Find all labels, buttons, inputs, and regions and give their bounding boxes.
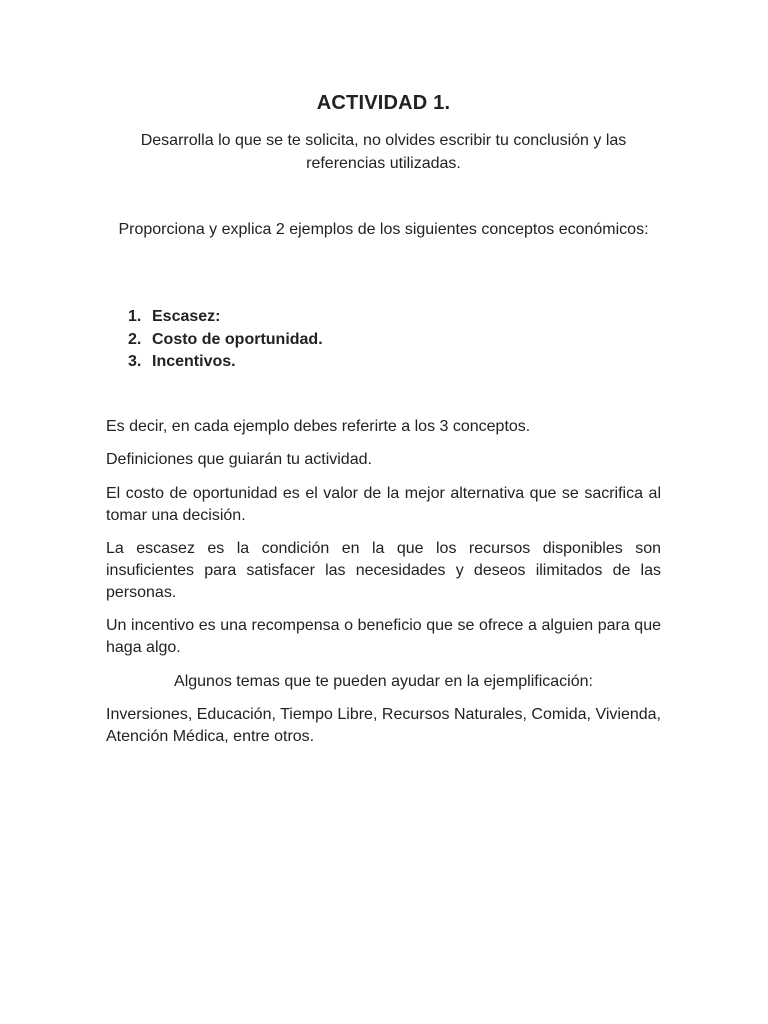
body-paragraph-instruction: Es decir, en cada ejemplo debes referirte a los 3 conceptos.	[106, 418, 531, 435]
instructions-intro: Proporciona y explica 2 ejemplos de los siguientes conceptos económicos:	[118, 221, 649, 238]
body-paragraph-topics-list: Inversiones, Educación, Tiempo Libre, Recursos Naturales, Comida, Vivienda, Atención Médica, entre otros.	[106, 706, 661, 745]
concepts-list	[128, 306, 323, 374]
body-paragraph-incentive: Un incentivo es una recompensa o beneficio que se ofrece a alguien para que haga algo.	[106, 617, 661, 656]
body-paragraph-scarcity: La escasez es la condición en la que los recursos disponibles son insuficientes para satisfacer las necesidades y deseos ilimitados de las personas.	[106, 540, 661, 601]
list-item	[128, 306, 323, 329]
page-title: ACTIVIDAD 1.	[316, 92, 451, 114]
list-item-label: Costo de oportunidad.	[152, 330, 323, 348]
list-item-label: Escasez:	[152, 308, 221, 325]
list-item-label: Incentivos.	[152, 353, 236, 370]
page-subtitle: Desarrolla lo que se te solicita, no olvides escribir tu conclusión y las referencias utilizadas.	[140, 132, 627, 172]
list-item-number: 3.	[128, 353, 142, 370]
body-paragraph-definitions-heading: Definiciones que guiarán tu actividad.	[106, 451, 372, 468]
list-item-number: 2.	[128, 330, 142, 348]
list-item-number: 1.	[128, 308, 142, 325]
list-item	[128, 351, 323, 374]
body-paragraph-topics-heading: Algunos temas que te pueden ayudar en la ejemplificación:	[174, 673, 593, 690]
body-paragraph-opportunity-cost: El costo de oportunidad es el valor de la mejor alternativa que se sacrifica al tomar una decisión.	[106, 485, 661, 524]
list-item	[128, 329, 323, 352]
